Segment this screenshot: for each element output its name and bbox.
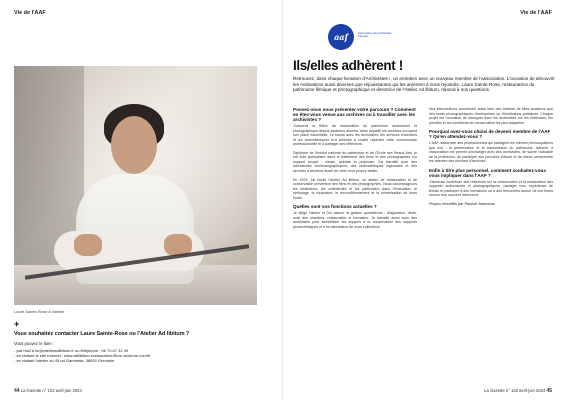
logo-name: Association des archivistes français (358, 31, 392, 39)
contact-list (14, 348, 254, 364)
portrait-photo (14, 66, 257, 305)
article-column-2 (429, 107, 553, 206)
photo-caption: Laure Sainte-Rose à l'atelier (14, 309, 65, 314)
article-lead: Retrouvez, dans chaque livraison d'Archivistes !, un entretien avec un nouveau membre de l'association. L'occasion de découvrir les motivations aussi diverses que réjouissantes qui les amènent à nous rejoindre. Laure Sainte-Rose, restauratrice du patrimoine filmique et photographique et directrice de l'Atelier Ad libitum, répond à nos questions. (293, 76, 555, 93)
publication-label: La Gazette n° 102 avril-juin 2024 (20, 388, 82, 393)
answer: En 2021, j'ai fondé l'Atelier Ad libitum, un atelier de restauration et de conservation préventive des films et des photographies. Nous accompagnons les institutions, les collectivités et les particuliers dans l'évaluation, le nettoyage, la réparation, le reconditionnement et la numérisation de leurs fonds. (293, 177, 417, 200)
contact-title: Vous souhaitez contacter Laure Sainte-Rose ou l'Atelier Ad libitum ? (14, 331, 190, 337)
contact-website: - en visitant le site Internet : www.adlibitum-restauration-films-vecteurs.com/fr (14, 353, 151, 359)
article-column-1 (293, 107, 417, 233)
page-number: 44 (14, 388, 20, 394)
photo-face (111, 116, 157, 174)
question: Pourquoi avez-vous choisi de devenir membre de l'AAF ? Qu'en attendez-vous ? (429, 129, 551, 140)
question: Pouvez-vous nous présenter votre parcours ? Comment en êtes-vous venue aux archives ou à travailler avec les archivistes ? (293, 107, 416, 123)
answer: Nos interventions concernent aussi bien des bobines de films amateurs que des fonds photographiques d'entreprises ou d'institutions publiques. Chaque projet est l'occasion de dialoguer avec les archivistes sur les méthodes, les priorités et les conditions de conservation les plus adaptées. (429, 107, 553, 125)
logo-mark: aaf (328, 24, 354, 50)
section-tag: Vie de l'AAF (14, 10, 46, 16)
contact-email-phone: - par mail à lsr@atelieradlibitum.fr ou téléphone : 06 70 67 32 49 (14, 348, 129, 353)
plus-icon: + (14, 319, 20, 329)
page-folio (14, 388, 82, 394)
answer: Diplômée de l'Institut national du patrimoine et de l'École des Beaux-Arts, je me suis spécialisée dans le traitement des films et des photographies sur support souple : nitrate, acétate et polyester. J'ai travaillé pour des laboratoires cinématographiques, des cinémathèques régionales et des services d'archives avant de créer mon propre atelier. (293, 150, 417, 174)
publication-label: La Gazette n° 102 avril-juin 2024 (484, 388, 546, 393)
right-page (283, 0, 566, 400)
answer: L'AAF rassemble des professionnels qui partagent les mêmes préoccupations que moi : la préservation et la transmission du patrimoine. Adhérer à l'association me permet d'échanger avec des archivistes, de suivre l'actualité de la profession, de participer aux journées d'étude et de mieux comprendre les attentes des services d'archives. (429, 141, 553, 164)
section-tag: Vie de l'AAF (520, 10, 552, 16)
photo-hand-left (74, 234, 102, 256)
answer: J'aimerais contribuer aux réflexions sur la conservation et la restauration des supports audiovisuels et photographiques, partager mon expérience de terrain et participer à des formations ou à des rencontres autour de ces fonds encore trop souvent méconnus. (429, 179, 553, 198)
interview-credit: Propos recueillis par Pauline Jeanneau (429, 201, 495, 206)
page-number: 45 (546, 388, 552, 394)
question: Quelles sont vos fonctions actuelles ? (293, 204, 377, 210)
answer: J'observe la filière de restauration du patrimoine audiovisuel et photographique depuis plusieurs années, dans laquelle les archives occupent une place essentielle. Le travail avec les archivistes, les services d'archives et les cinémathèques m'a amenée à vouloir rejoindre cette communauté professionnelle et à partager ses réflexions. (293, 124, 417, 147)
article-headline: Ils/elles adhèrent ! (293, 58, 403, 73)
contact-intro: Vous pouvez le faire : (14, 341, 55, 346)
aaf-logo (328, 24, 398, 50)
answer: Je dirige l'atelier et j'en assure la gestion quotidienne : diagnostics, devis, suivi des chantiers, restauration et formation. Je travaille aussi avec des archivistes pour sensibiliser les équipes à la conservation des supports photochimiques et à la valorisation de leurs collections. (293, 211, 417, 229)
contact-address: - en visitant l'atelier au 45 bd Gambetta, 38000 Grenoble (14, 358, 115, 364)
page-folio (484, 388, 552, 394)
question: Enfin à titre plus personnel, comment souhaitez-vous vous impliquer dans l'AAF ? (429, 167, 546, 179)
